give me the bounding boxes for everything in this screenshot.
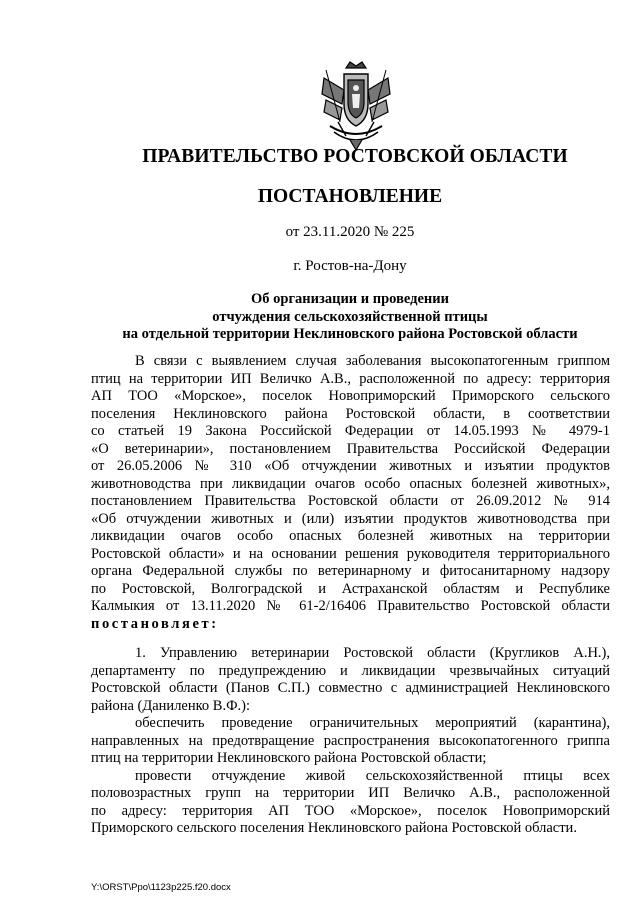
preamble-line: В связи с выявлением случая заболевания высокопатогенным гриппом <box>135 353 610 369</box>
file-path-footer: Y:\ORST\Ppo\1123p225.f20.docx <box>91 882 231 893</box>
preamble-line: со статьей 19 Закона Российской Федерации от 14.05.1993 № 4979-1 <box>91 423 610 439</box>
item-line: 1. Управлению ветеринарии Ростовской области (Кругликов А.Н.), <box>135 645 610 661</box>
document-subject <box>0 291 640 344</box>
preamble-line: «Об отчуждении животных и (или) изъятии продуктов животноводства при <box>91 510 610 527</box>
preamble-line: постановлением Правительства Ростовской области от 26.09.2012 № 914 <box>91 493 610 509</box>
subitem-line: половозрастных групп на территории ИП Величко А.В., расположенной <box>91 785 610 801</box>
subitem-line: птиц на территории Неклиновского района Ростовской области; <box>91 750 487 766</box>
item-line: Ростовской области (Панов С.П.) совместно с администрацией Неклиновского <box>91 680 610 696</box>
preamble-line: птиц на территории ИП Величко А.В., расположенной по адресу: территория <box>91 370 610 387</box>
subitem-line: провести отчуждение живой сельскохозяйственной птицы всех <box>135 767 610 784</box>
preamble-line: ликвидации очагов особо опасных болезней животных на территории <box>91 528 610 544</box>
document-city: г. Ростов-на-Дону <box>293 258 407 274</box>
preamble-line: АП ТОО «Морское», поселок Новоприморский Приморского сельского <box>91 388 610 404</box>
decree-word: постановляет: <box>91 615 219 632</box>
subject-line: Об организации и проведении <box>251 291 449 307</box>
item-line: района (Даниленко В.Ф.): <box>91 697 251 714</box>
coat-of-arms-icon <box>316 60 396 154</box>
subitem-line: Приморского сельского поселения Неклиновского района Ростовской области. <box>91 820 577 836</box>
preamble-line: Ростовской области» и на основании решения руководителя территориального <box>91 545 610 562</box>
preamble-line: по Ростовской, Волгоградской и Астраханской областям и Республике <box>91 580 610 597</box>
subject-line: на отдельной территории Неклиновского района Ростовской области <box>122 326 578 342</box>
subitem-line: обеспечить проведение ограничительных мероприятий (карантина), <box>135 715 610 731</box>
preamble-line: поселения Неклиновского района Ростовской области, в соответствии <box>91 405 610 422</box>
document-body <box>91 353 610 838</box>
paragraph-spacer <box>91 633 610 645</box>
subitem-line: направленных на предотвращение распространения высокопатогенного гриппа <box>91 732 610 749</box>
item-line: департаменту по предупреждению и ликвидации чрезвычайных ситуаций <box>91 662 610 679</box>
document-date-number: от 23.11.2020 № 225 <box>285 224 415 240</box>
subject-line: отчуждения сельскохозяйственной птицы <box>212 308 488 325</box>
preamble-line: от 26.05.2006 № 310 «Об отчуждении животных и изъятии продуктов <box>91 458 610 474</box>
preamble-line: Калмыкия от 13.11.2020 № 61-2/16406 Правительство Ростовской области <box>91 598 610 614</box>
preamble-line: животноводства при ликвидации очагов особо опасных болезней животных», <box>91 475 610 492</box>
preamble-line: «О ветеринарии», постановлением Правительства Российской Федерации <box>91 440 610 457</box>
document-type: ПОСТАНОВЛЕНИЕ <box>257 186 443 207</box>
government-title: ПРАВИТЕЛЬСТВО РОСТОВСКОЙ ОБЛАСТИ <box>142 146 568 167</box>
subitem-line: по адресу: территория АП ТОО «Морское», поселок Новоприморский <box>91 802 610 819</box>
preamble-line: органа Федеральной службы по ветеринарному и фитосанитарному надзору <box>91 563 610 579</box>
